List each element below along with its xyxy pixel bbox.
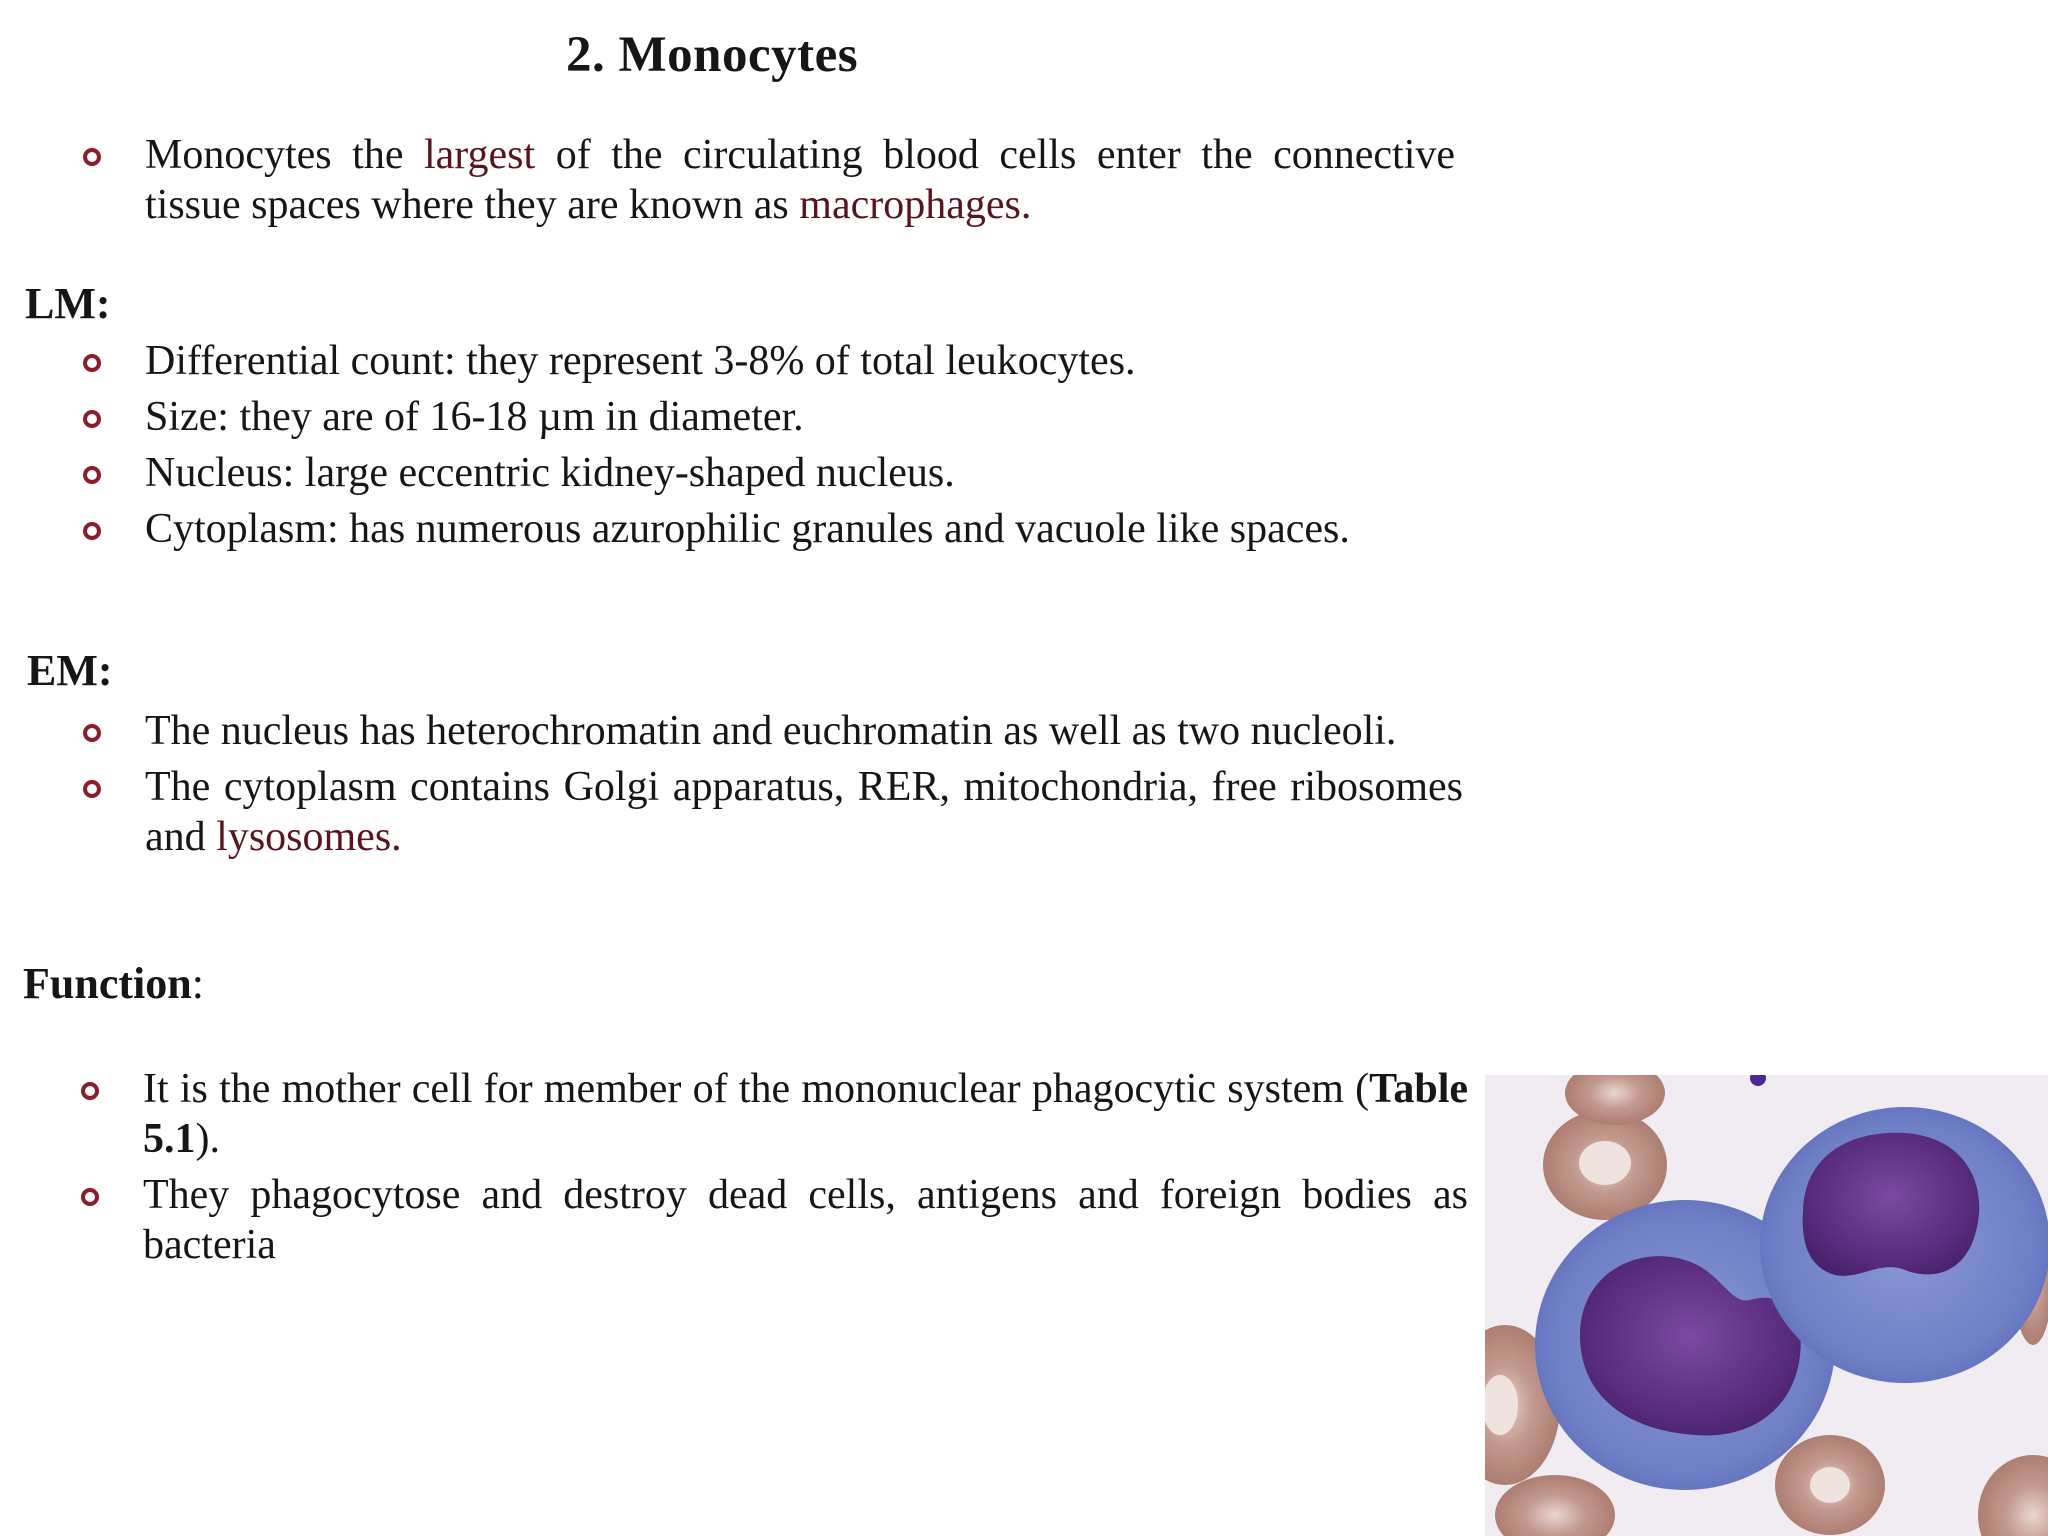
text-run: Monocytes the <box>145 132 424 178</box>
list-item-text <box>145 130 1455 230</box>
text-run: Table 5.1 <box>143 1066 1468 1162</box>
list-item-text <box>145 392 1460 442</box>
text-run: It is the mother cell for member of the mononuclear phagocytic system ( <box>143 1066 1370 1112</box>
monocyte-micrograph-image <box>1485 1075 2048 1536</box>
text-run: Differential count: they represent 3-8% of total leukocytes. <box>145 338 1136 384</box>
text-run: Cytoplasm: has numerous azurophilic granules and vacuole like spaces. <box>145 506 1350 552</box>
function-heading <box>23 958 204 1009</box>
list-item <box>143 1064 1468 1164</box>
list-item <box>145 762 1463 862</box>
em-heading: EM: <box>27 646 113 695</box>
list-item-text <box>145 706 1463 756</box>
list-item <box>145 448 1460 498</box>
list-item-text <box>143 1170 1468 1270</box>
text-run: The nucleus has heterochromatin and euchromatin as well as two nucleoli. <box>145 708 1397 754</box>
lm-list <box>145 336 1460 560</box>
list-item <box>145 130 1455 230</box>
text-run: lysosomes. <box>216 814 402 860</box>
bullet-icon <box>81 1082 99 1100</box>
text-run: macrophages. <box>799 182 1032 228</box>
bullet-icon <box>83 466 101 484</box>
intro-list <box>145 130 1455 230</box>
function-heading-label: Function <box>23 959 192 1008</box>
bullet-icon <box>83 410 101 428</box>
bullet-icon <box>83 148 101 166</box>
list-item <box>145 504 1460 554</box>
text-run: The cytoplasm contains Golgi apparatus, RER, mitochondria, free ribosomes and <box>145 764 1463 860</box>
em-list <box>145 706 1463 868</box>
list-item <box>145 706 1463 756</box>
function-list <box>143 1064 1468 1276</box>
text-run: largest <box>424 132 536 178</box>
list-item <box>145 392 1460 442</box>
bullet-icon <box>83 354 101 372</box>
list-item <box>143 1170 1468 1270</box>
bullet-icon <box>83 522 101 540</box>
text-run: Size: they are of 16-18 µm in diameter. <box>145 394 804 440</box>
text-run: of the circulating blood cells enter the connective tissue spaces where they are known as <box>145 132 1456 228</box>
list-item-text <box>145 448 1460 498</box>
text-run: They phagocytose and destroy dead cells, antigens and foreign bodies as bacteria <box>143 1172 1468 1268</box>
function-heading-colon: : <box>191 959 204 1008</box>
list-item <box>145 336 1460 386</box>
bullet-icon <box>83 780 101 798</box>
text-run: ). <box>195 1116 220 1162</box>
list-item-text <box>145 336 1460 386</box>
blood-smear-illustration <box>1485 1075 2048 1536</box>
page-title: 2. Monocytes <box>566 27 859 83</box>
text-run: Nucleus: large eccentric kidney-shaped nucleus. <box>145 450 955 496</box>
lm-heading: LM: <box>25 279 111 328</box>
bullet-icon <box>81 1188 99 1206</box>
list-item-text <box>143 1064 1468 1164</box>
list-item-text <box>145 504 1460 554</box>
bullet-icon <box>83 724 101 742</box>
list-item-text <box>145 762 1463 862</box>
